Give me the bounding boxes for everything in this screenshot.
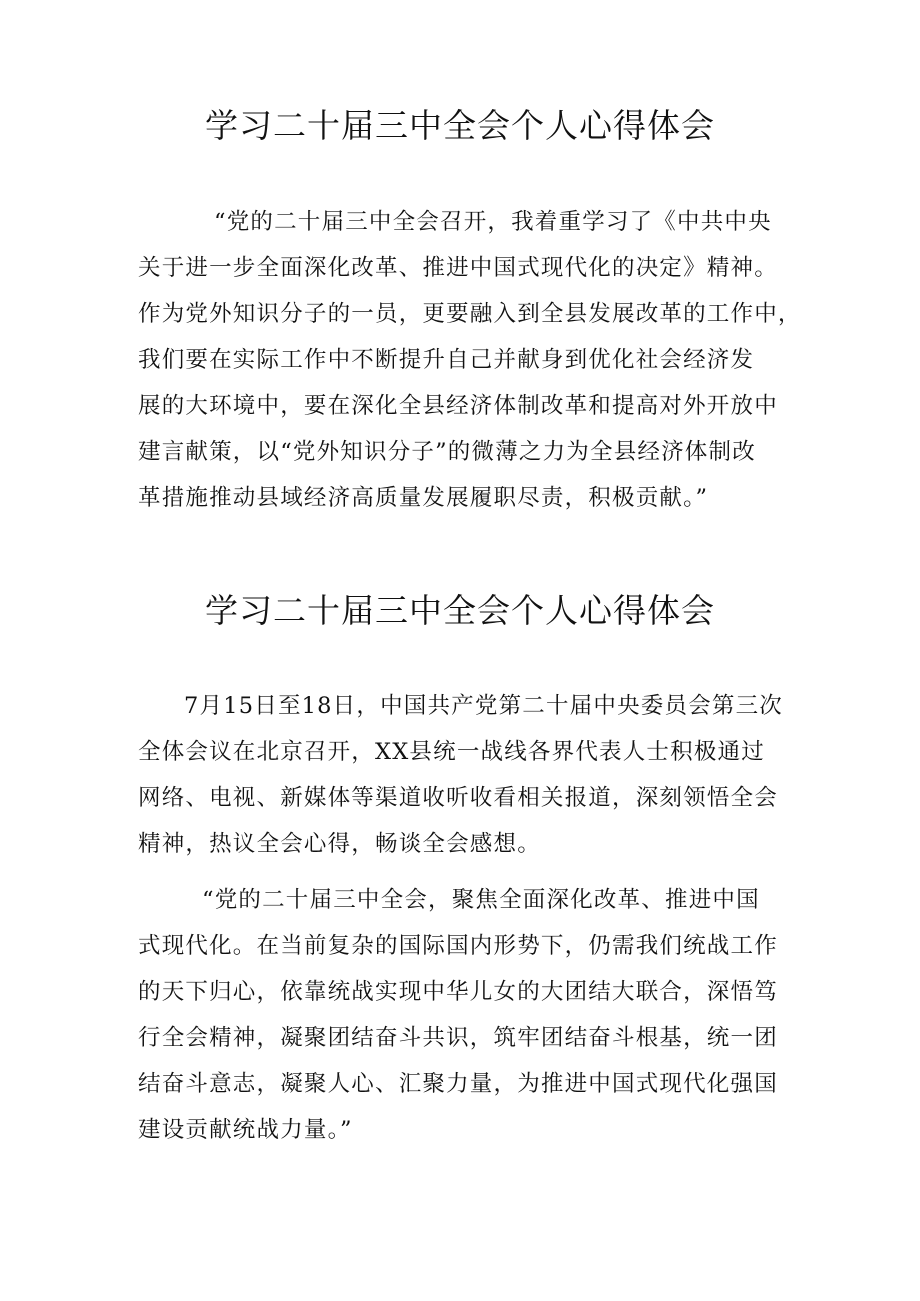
section-2-paragraph-1 — [138, 683, 798, 867]
text-line: 建言献策，以“党外知识分子”的微薄之力为全县经济体制改 — [138, 439, 756, 465]
text-line: 关于进一步全面深化改革、推进中国式现代化的决定》精神。 — [138, 255, 778, 281]
text-line: 展的大环境中，要在深化全县经济体制改革和提高对外开放中 — [138, 393, 778, 419]
text-line: 7月15日至18日，中国共产党第二十届中央委员会第三次 — [184, 693, 783, 719]
section-1-title: 学习二十届三中全会个人心得体会 — [205, 106, 715, 145]
text-line: 我们要在实际工作中不断提升自己并献身到优化社会经济发 — [138, 347, 755, 373]
text-line: “党的二十届三中全会，聚焦全面深化改革、推进中国 — [202, 887, 760, 913]
text-line: 式现代化。在当前复杂的国际国内形势下，仍需我们统战工作 — [138, 933, 778, 959]
text-line: “党的二十届三中全会召开，我着重学习了《中共中央 — [214, 209, 772, 235]
text-line: 的天下归心，依靠统战实现中华儿女的大团结大联合，深悟笃 — [138, 979, 778, 1005]
text-line: 精神，热议全会心得，畅谈全会感想。 — [138, 831, 541, 857]
text-line: 作为党外知识分子的一员，更要融入到全县发展改革的工作中， — [138, 301, 802, 327]
text-line: 网络、电视、新媒体等渠道收听收看相关报道，深刻领悟全会 — [138, 785, 778, 811]
section-1-paragraph-1 — [138, 199, 802, 521]
section-2-title: 学习二十届三中全会个人心得体会 — [205, 591, 715, 630]
text-line: 革措施推动县域经济高质量发展履职尽责，积极贡献。” — [138, 485, 709, 511]
text-line: 行全会精神，凝聚团结奋斗共识，筑牢团结奋斗根基，统一团 — [138, 1025, 778, 1051]
text-line: 建设贡献统战力量。” — [138, 1117, 353, 1143]
section-2-paragraph-2 — [138, 877, 798, 1153]
text-line: 全体会议在北京召开，XX县统一战线各界代表人士积极通过 — [138, 739, 765, 765]
text-line: 结奋斗意志，凝聚人心、汇聚力量，为推进中国式现代化强国 — [138, 1071, 778, 1097]
